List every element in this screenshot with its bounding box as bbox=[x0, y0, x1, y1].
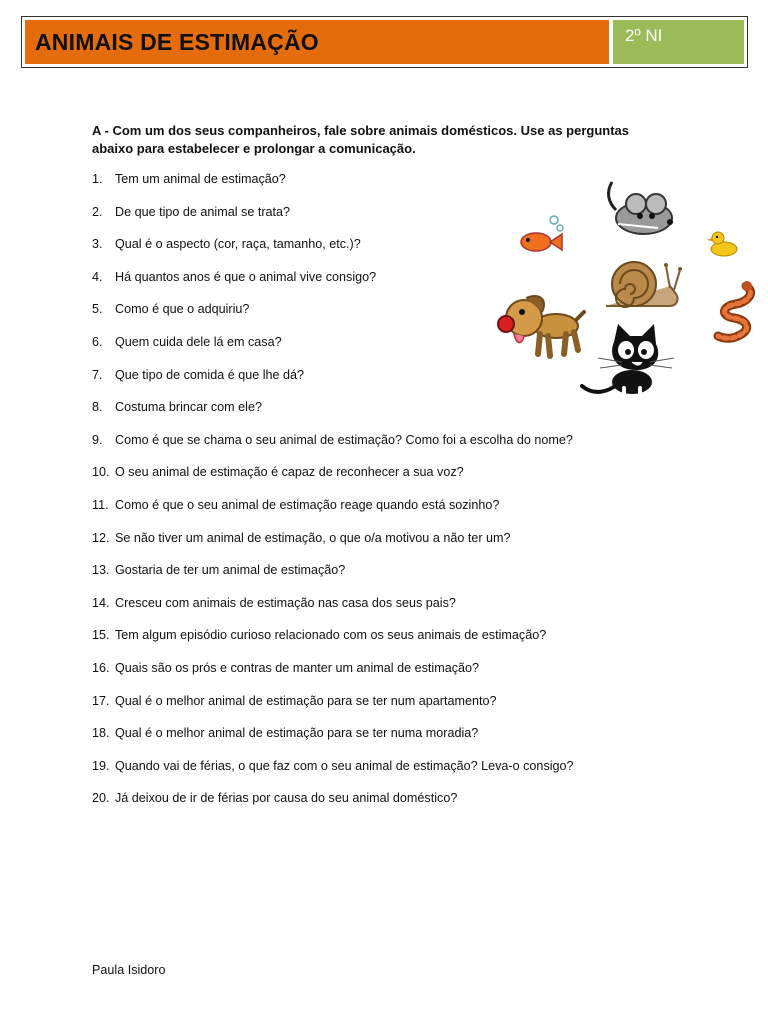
question-number: 12. bbox=[92, 530, 110, 545]
question-number: 20. bbox=[92, 791, 110, 806]
list-item bbox=[92, 628, 692, 661]
list-item bbox=[92, 726, 692, 759]
fish-icon bbox=[514, 212, 570, 256]
author-name: Paula Isidoro bbox=[92, 963, 166, 977]
question-number: 4. bbox=[92, 269, 103, 284]
list-item bbox=[92, 791, 692, 824]
question-text: Qual é o melhor animal de estimação para se ter num apartamento? bbox=[115, 693, 497, 708]
question-text: Tem algum episódio curioso relacionado com os seus animais de estimação? bbox=[115, 628, 547, 643]
question-text: Que tipo de comida é que lhe dá? bbox=[115, 367, 305, 382]
question-text: Quais são os prós e contras de manter um animal de estimação? bbox=[115, 660, 480, 675]
question-text: Quando vai de férias, o que faz com o seu animal de estimação? Leva-o consigo? bbox=[115, 758, 574, 773]
question-text: Se não tiver um animal de estimação, o que o/a motivou a não ter um? bbox=[115, 530, 511, 545]
snake-icon bbox=[712, 280, 760, 346]
question-number: 15. bbox=[92, 628, 110, 643]
header-box bbox=[21, 16, 748, 68]
question-number: 7. bbox=[92, 367, 103, 382]
question-text: Quem cuida dele lá em casa? bbox=[115, 334, 282, 349]
snail-icon bbox=[600, 256, 684, 314]
level-cell bbox=[613, 20, 744, 64]
question-number: 10. bbox=[92, 465, 110, 480]
question-number: 16. bbox=[92, 660, 110, 675]
question-number: 8. bbox=[92, 400, 103, 415]
question-number: 2. bbox=[92, 204, 103, 219]
question-number: 1. bbox=[92, 172, 103, 186]
list-item bbox=[92, 694, 692, 727]
question-number: 18. bbox=[92, 726, 110, 741]
list-item bbox=[92, 759, 692, 792]
question-number: 17. bbox=[92, 693, 110, 708]
list-item bbox=[92, 433, 692, 466]
question-number: 11. bbox=[92, 497, 109, 512]
question-number: 19. bbox=[92, 758, 110, 773]
question-text: Já deixou de ir de férias por causa do seu animal doméstico? bbox=[115, 791, 458, 806]
question-number: 14. bbox=[92, 595, 110, 610]
list-item bbox=[92, 596, 692, 629]
question-text: Qual é o melhor animal de estimação para se ter numa moradia? bbox=[115, 726, 479, 741]
cat-icon bbox=[574, 322, 680, 402]
question-text: Como é que se chama o seu animal de estimação? Como foi a escolha do nome? bbox=[115, 432, 573, 447]
question-text: Como é que o adquiriu? bbox=[115, 302, 250, 317]
question-text: Tem um animal de estimação? bbox=[115, 172, 286, 186]
list-item bbox=[92, 563, 692, 596]
question-text: O seu animal de estimação é capaz de reconhecer a sua voz? bbox=[115, 465, 464, 480]
list-item bbox=[92, 531, 692, 564]
duck-icon bbox=[706, 228, 740, 258]
list-item bbox=[92, 400, 692, 433]
level-label: 2º NI bbox=[625, 26, 663, 45]
question-number: 6. bbox=[92, 334, 103, 349]
question-text: Como é que o seu animal de estimação reage quando está sozinho? bbox=[115, 497, 500, 512]
list-item bbox=[92, 661, 692, 694]
instruction-text: A - Com um dos seus companheiros, fale sobre animais domésticos. Use as perguntas abaixo para estabelecer e prolongar a comunicação. bbox=[92, 123, 630, 156]
page-title: ANIMAIS DE ESTIMAÇÃO bbox=[35, 28, 319, 55]
question-number: 3. bbox=[92, 237, 103, 252]
list-item bbox=[92, 498, 692, 531]
question-text: Costuma brincar com ele? bbox=[115, 400, 262, 415]
question-text: Gostaria de ter um animal de estimação? bbox=[115, 563, 346, 578]
title-cell bbox=[25, 20, 609, 64]
mouse-icon bbox=[598, 178, 680, 240]
question-number: 5. bbox=[92, 302, 103, 317]
question-text: Qual é o aspecto (cor, raça, tamanho, etc.)? bbox=[115, 237, 361, 252]
question-text: Cresceu com animais de estimação nas casa dos seus pais? bbox=[115, 595, 456, 610]
question-number: 9. bbox=[92, 432, 103, 447]
question-number: 13. bbox=[92, 563, 110, 578]
question-text: Há quantos anos é que o animal vive consigo? bbox=[115, 269, 377, 284]
list-item bbox=[92, 465, 692, 498]
question-text: De que tipo de animal se trata? bbox=[115, 204, 291, 219]
